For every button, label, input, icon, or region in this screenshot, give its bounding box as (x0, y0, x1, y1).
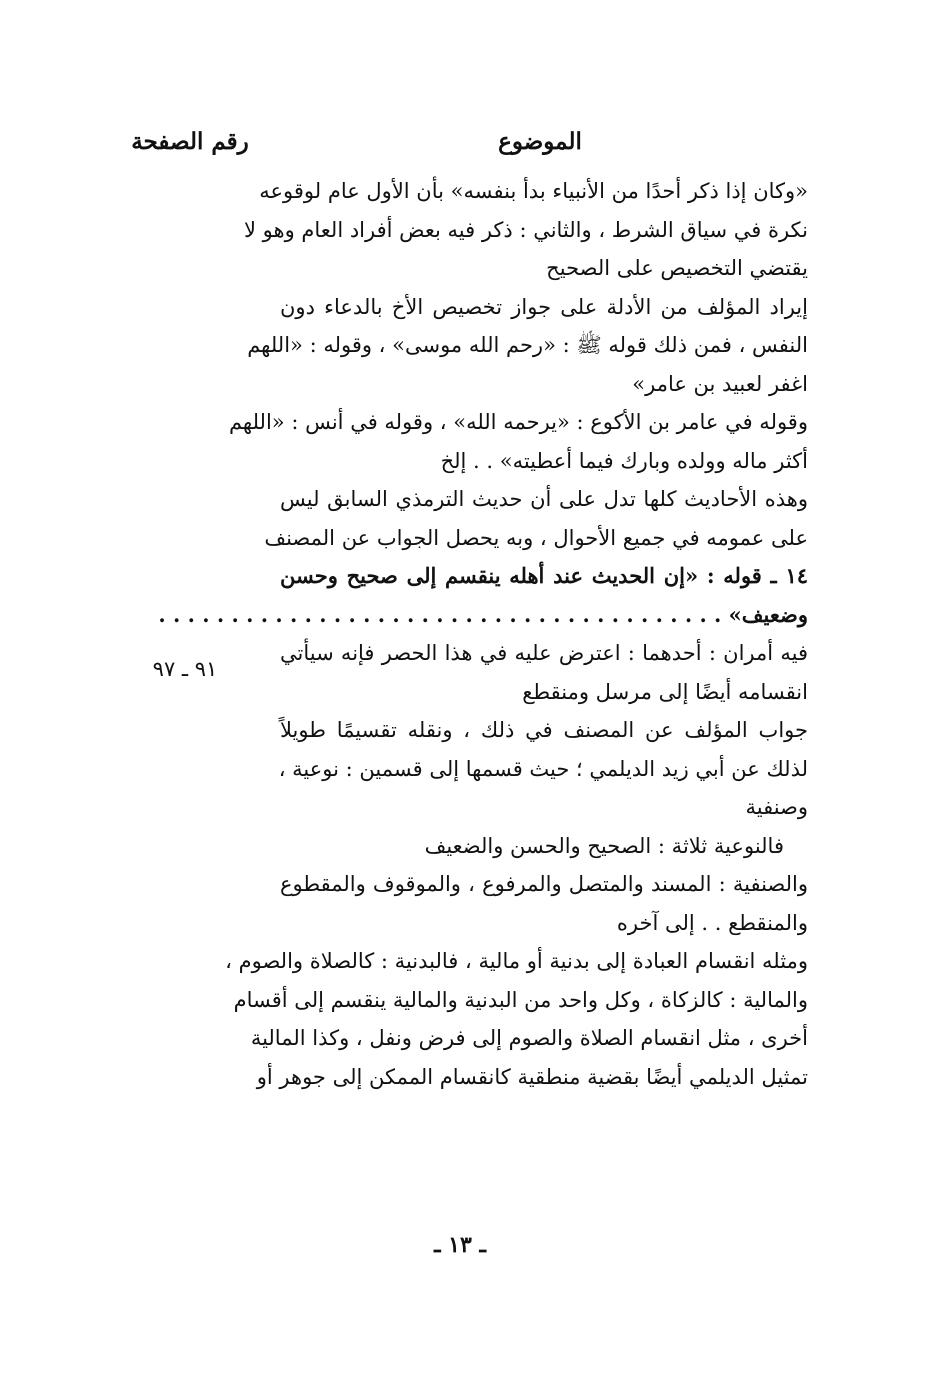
text-line: لذلك عن أبي زيد الديلمي ؛ حيث قسمها إلى قسمين : نوعية ، (278, 756, 808, 781)
text-line: تمثيل الديلمي أيضًا بقضية منطقية كانقسام الممكن إلى جوهر أو (256, 1064, 808, 1089)
text-line: على عمومه في جميع الأحوال ، وبه يحصل الجواب عن المصنف (264, 525, 808, 550)
text-line: أكثر ماله وولده وبارك فيما أعطيته» . . إلخ (440, 448, 808, 473)
text-line: فيه أمران : أحدهما : اعترض عليه في هذا الحصر فإنه سيأتي (280, 641, 808, 665)
text-line: وقوله في عامر بن الأكوع : «يرحمه الله» ، وقوله في أنس : «اللهم (228, 410, 808, 434)
column-header-topic: الموضوع (498, 128, 582, 155)
text-line: ومثله انقسام العبادة إلى بدنية أو مالية ، فالبدنية : كالصلاة والصوم ، (225, 949, 808, 973)
text-line: والمنقطع . . إلى آخره (616, 910, 808, 935)
text-line: وصنفية (745, 795, 808, 819)
text-line: «وكان إذا ذكر أحدًا من الأنبياء بدأ بنفسه» بأن الأول عام لوقوعه (259, 179, 808, 203)
text-line: انقسامه أيضًا إلى مرسل ومنقطع (522, 679, 808, 704)
text-line: وهذه الأحاديث كلها تدل على أن حديث الترمذي السابق ليس (280, 487, 808, 511)
text-line: جواب المؤلف عن المصنف في ذلك ، ونقله تقسيمًا طويلاً (280, 718, 808, 742)
text-line: إيراد المؤلف من الأدلة على جواز تخصيص الأخ بالدعاء دون (280, 294, 808, 319)
text-line: أخرى ، مثل انقسام الصلاة والصوم إلى فرض ونفل ، وكذا المالية (250, 1026, 808, 1050)
entry-heading-line: ١٤ ـ قوله : «إن الحديث عند أهله ينقسم إلى صحيح وحسن (280, 563, 808, 588)
text-line: يقتضي التخصيص على الصحيح (546, 256, 808, 280)
text-line: والصنفية : المسند والمتصل والمرفوع ، والموقوف والمقطوع (280, 872, 808, 896)
text-line: نكرة في سياق الشرط ، والثاني : ذكر فيه بعض أفراد العام وهو لا (244, 217, 808, 242)
entry-page-range: ٩١ ـ ٩٧ (152, 657, 218, 681)
text-line: والمالية : كالزكاة ، وكل واحد من البدنية والمالية ينقسم إلى أقسام (233, 987, 808, 1012)
column-header-page-number: رقم الصفحة (131, 128, 249, 155)
text-line: اغفر لعبيد بن عامر» (632, 371, 808, 396)
text-line: النفس ، فمن ذلك قوله ﷺ : «رحم الله موسى» ، وقوله : «اللهم (247, 333, 808, 357)
page-number: ـ ١٣ ـ (434, 1232, 486, 1258)
entry-heading-line: وضعيف» . . . . . . . . . . . . . . . . . . . . . . . . . . . . . . . . . . . . . . . (158, 601, 808, 627)
text-line: فالنوعية ثلاثة : الصحيح والحسن والضعيف (424, 833, 784, 858)
